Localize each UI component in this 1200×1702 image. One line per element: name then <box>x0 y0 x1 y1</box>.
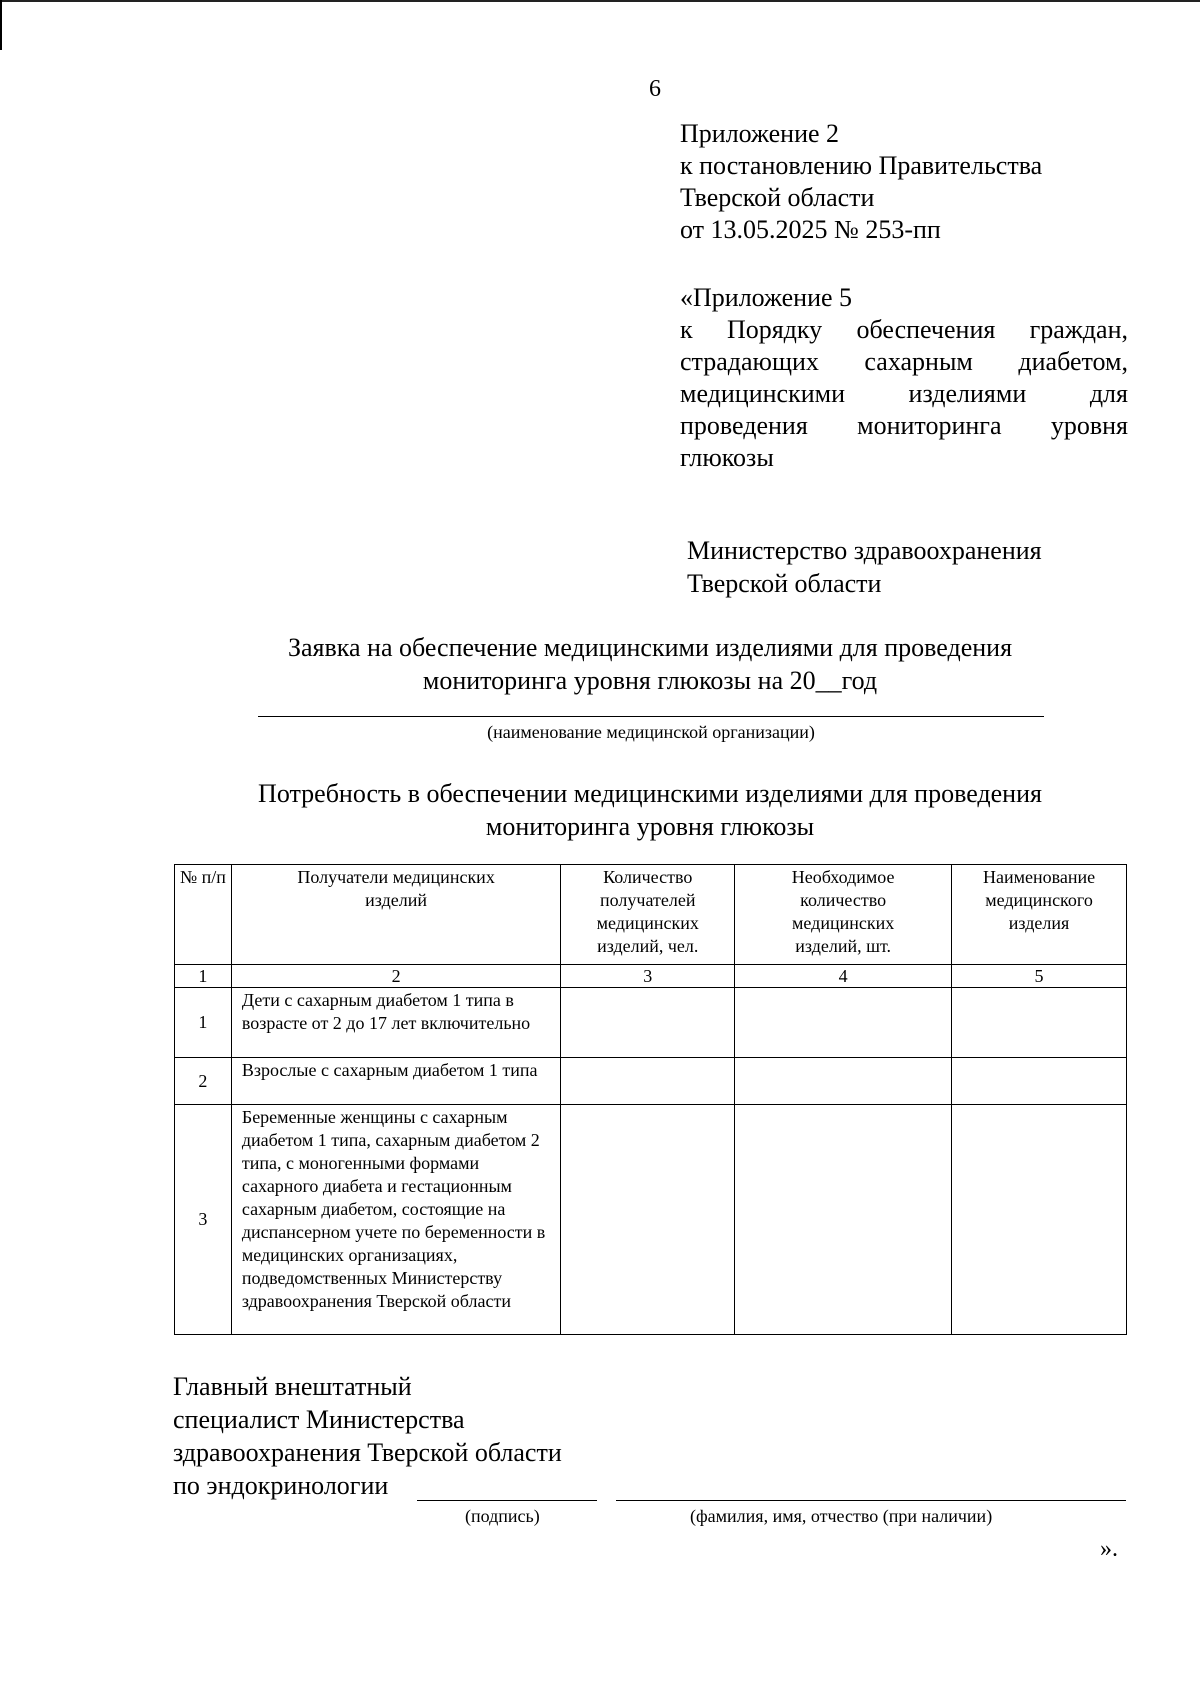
ministry-line: Министерство здравоохранения <box>687 536 1042 565</box>
order-appendix-block <box>680 282 1128 474</box>
row-recipient-count <box>561 988 735 1058</box>
row-number: 1 <box>175 988 232 1058</box>
row-recipients: Беременные женщины с сахарным диабетом 1 типа, сахарным диабетом 2 типа, с моногенными формами сахарного диабета и гестационным сахарным диабетом, состоящие на диспансерном учете по беременности в медицинских организациях, подведомственных Министерству здравоохранения Тверской области <box>231 1105 560 1335</box>
row-required-quantity <box>735 988 952 1058</box>
signature-title-line: Главный внештатный <box>173 1372 412 1401</box>
appendix-block <box>680 118 1130 246</box>
row-required-quantity <box>735 1058 952 1105</box>
table-row <box>175 1058 1127 1105</box>
organization-name-caption: (наименование медицинской организации) <box>487 722 815 742</box>
page-left-edge <box>0 0 2 50</box>
signature-line <box>417 1500 597 1501</box>
row-number: 2 <box>175 1058 232 1105</box>
row-required-quantity <box>735 1105 952 1335</box>
table-header-row <box>175 865 1127 965</box>
table-row <box>175 1105 1127 1335</box>
appendix-line: Тверской области <box>680 183 875 212</box>
organization-name-line <box>258 716 1044 717</box>
appendix-line: к постановлению Правительства <box>680 151 1043 180</box>
order-appendix-line: медицинскими изделиями для <box>680 379 1128 408</box>
index-cell: 1 <box>175 965 232 988</box>
need-title <box>160 777 1140 843</box>
ministry-addressee <box>687 534 1107 600</box>
needs-table <box>174 864 1127 1335</box>
row-device-name <box>952 1105 1127 1335</box>
header-number: № п/п <box>175 865 232 965</box>
signature-title-line: специалист Министерства <box>173 1405 465 1434</box>
order-appendix-line: к Порядку обеспечения граждан, <box>680 315 1128 344</box>
signature-title-line: по эндокринологии <box>173 1471 389 1500</box>
row-device-name <box>952 988 1127 1058</box>
index-cell: 5 <box>952 965 1127 988</box>
request-title-line: Заявка на обеспечение медицинскими изделиями для проведения <box>287 633 1013 662</box>
header-recipient-count: Количество получателей медицинских изделий, чел. <box>561 865 735 965</box>
header-required-quantity: Необходимое количество медицинских изделий, шт. <box>735 865 952 965</box>
index-cell: 2 <box>231 965 560 988</box>
full-name-caption: (фамилия, имя, отчество (при наличии) <box>690 1506 993 1526</box>
order-appendix-title: «Приложение 5 <box>680 283 853 312</box>
signature-caption: (подпись) <box>465 1506 540 1526</box>
header-device-name: Наименование медицинского изделия <box>952 865 1127 965</box>
signature-block <box>173 1370 633 1502</box>
need-title-line: мониторинга уровня глюкозы <box>485 812 815 841</box>
index-cell: 4 <box>735 965 952 988</box>
appendix-line: Приложение 2 <box>680 119 840 148</box>
table-index-row <box>175 965 1127 988</box>
row-number: 3 <box>175 1105 232 1335</box>
row-recipients: Взрослые с сахарным диабетом 1 типа <box>231 1058 560 1105</box>
index-cell: 3 <box>561 965 735 988</box>
order-appendix-line: глюкозы <box>680 443 774 472</box>
row-recipient-count <box>561 1105 735 1335</box>
order-appendix-line: проведения мониторинга уровня <box>680 411 1128 440</box>
row-recipients: Дети с сахарным диабетом 1 типа в возрасте от 2 до 17 лет включительно <box>231 988 560 1058</box>
need-title-line: Потребность в обеспечении медицинскими изделиями для проведения <box>258 779 1042 808</box>
page-number: 6 <box>649 76 661 102</box>
closing-quote: ». <box>1100 1536 1118 1562</box>
table-row <box>175 988 1127 1058</box>
page-top-edge <box>0 0 1200 2</box>
order-appendix-line: страдающих сахарным диабетом, <box>680 347 1128 376</box>
header-recipients: Получатели медицинских изделий <box>231 865 560 965</box>
row-device-name <box>952 1058 1127 1105</box>
row-recipient-count <box>561 1058 735 1105</box>
request-title <box>160 631 1140 697</box>
request-title-line: мониторинга уровня глюкозы на 20__год <box>422 666 878 695</box>
ministry-line: Тверской области <box>687 569 882 598</box>
signature-title-line: здравоохранения Тверской области <box>173 1438 562 1467</box>
full-name-line <box>616 1500 1126 1501</box>
appendix-date-number: от 13.05.2025 № 253-пп <box>680 215 941 244</box>
